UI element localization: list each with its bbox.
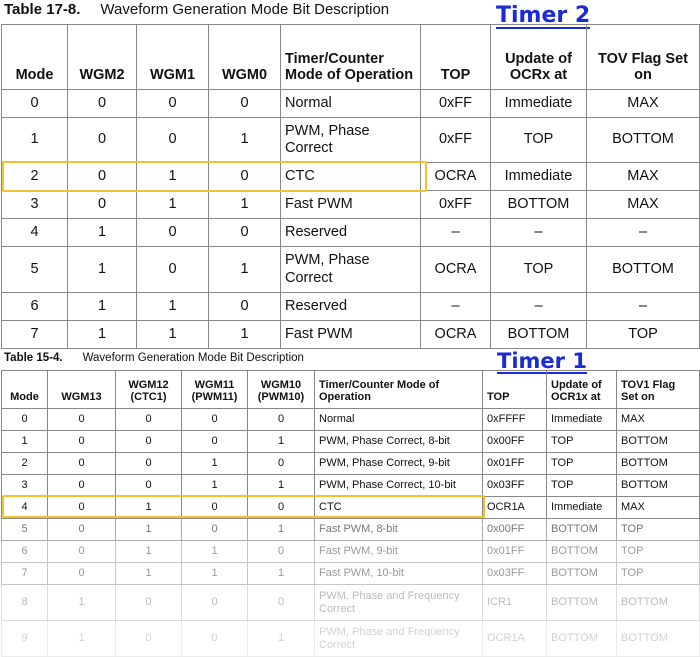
table-cell: BOTTOM: [617, 475, 700, 497]
table-cell: 0: [209, 163, 281, 191]
table-cell: 0: [209, 293, 281, 321]
table-cell: 0: [209, 90, 281, 118]
table-cell: MAX: [617, 409, 700, 431]
table-cell: BOTTOM: [617, 621, 700, 657]
table-cell: 2: [2, 163, 68, 191]
header-cell: TOP: [483, 371, 547, 409]
table-cell: 0: [116, 475, 182, 497]
table-cell: OCRA: [421, 163, 491, 191]
table-cell: 1: [182, 453, 248, 475]
table-cell: 7: [2, 563, 48, 585]
table-cell: ICR1: [483, 585, 547, 621]
table-cell: 1: [209, 247, 281, 293]
table-cell: 0x00FF: [483, 519, 547, 541]
table-cell: 1: [182, 475, 248, 497]
table-cell: BOTTOM: [617, 453, 700, 475]
table-cell: PWM, Phase Correct, 8-bit: [315, 431, 483, 453]
table-cell: 0: [68, 163, 137, 191]
table-cell: 1: [68, 219, 137, 247]
table-cell: TOP: [617, 519, 700, 541]
table-cell: –: [491, 219, 587, 247]
table-cell: 0: [48, 519, 116, 541]
table-cell: 0xFFFF: [483, 409, 547, 431]
timer1-label: Timer 1: [497, 349, 587, 373]
table-cell: 0: [116, 453, 182, 475]
table-cell: 0: [137, 118, 209, 163]
table-header-row: [2, 25, 700, 90]
table-cell: BOTTOM: [547, 519, 617, 541]
table-cell: –: [587, 293, 700, 321]
table-row: [2, 431, 700, 453]
table-row: [2, 163, 700, 191]
table-cell: 1: [182, 563, 248, 585]
table-cell: 0x01FF: [483, 541, 547, 563]
table-cell: 0: [116, 409, 182, 431]
table-cell: 0: [2, 409, 48, 431]
timer1-caption: [4, 352, 304, 364]
table-row: [2, 293, 700, 321]
table-cell: 4: [2, 219, 68, 247]
table-cell: 0: [68, 118, 137, 163]
table-cell: Fast PWM, 8-bit: [315, 519, 483, 541]
header-cell: TOV Flag Set on: [587, 25, 700, 90]
table-cell: TOP: [617, 541, 700, 563]
table-cell: Fast PWM: [281, 191, 421, 219]
table-cell: BOTTOM: [587, 247, 700, 293]
table-cell: MAX: [587, 90, 700, 118]
table-row: [2, 475, 700, 497]
table-cell: BOTTOM: [617, 431, 700, 453]
header-cell: Update of OCR1x at: [547, 371, 617, 409]
table-cell: BOTTOM: [547, 585, 617, 621]
table-cell: 1: [116, 563, 182, 585]
table-row: [2, 409, 700, 431]
header-cell: TOV1 Flag Set on: [617, 371, 700, 409]
timer2-caption-number: Table 17-8.: [4, 1, 81, 18]
table-row: [2, 247, 700, 293]
table-cell: 1: [248, 621, 315, 657]
table-cell: Normal: [281, 90, 421, 118]
table-cell: BOTTOM: [491, 191, 587, 219]
header-cell: WGM11 (PWM11): [182, 371, 248, 409]
table-cell: 0: [48, 431, 116, 453]
table-cell: PWM, Phase and Frequency Correct: [315, 621, 483, 657]
table-cell: 0: [248, 497, 315, 519]
table-cell: 0: [48, 563, 116, 585]
table-cell: 1: [209, 118, 281, 163]
table-cell: MAX: [587, 191, 700, 219]
header-cell: WGM1: [137, 25, 209, 90]
timer1-table: [1, 370, 700, 657]
table-cell: TOP: [491, 247, 587, 293]
table-cell: 0: [248, 541, 315, 563]
table-row: [2, 219, 700, 247]
table-cell: 0: [2, 90, 68, 118]
table-cell: –: [491, 293, 587, 321]
table-cell: 0: [48, 497, 116, 519]
table-cell: Immediate: [491, 163, 587, 191]
table-cell: 0: [116, 621, 182, 657]
table-row: [2, 191, 700, 219]
table-row: [2, 453, 700, 475]
table-cell: 1: [48, 621, 116, 657]
table-cell: TOP: [617, 563, 700, 585]
table-cell: 1: [48, 585, 116, 621]
table-cell: 0: [137, 90, 209, 118]
table-cell: 9: [2, 621, 48, 657]
table-cell: 0: [48, 453, 116, 475]
table-cell: 0x01FF: [483, 453, 547, 475]
table-cell: 0xFF: [421, 118, 491, 163]
table-cell: 1: [137, 321, 209, 349]
table-cell: Fast PWM, 9-bit: [315, 541, 483, 563]
header-cell: WGM12 (CTC1): [116, 371, 182, 409]
table-cell: Immediate: [547, 409, 617, 431]
table-cell: Fast PWM, 10-bit: [315, 563, 483, 585]
timer2-caption: [4, 1, 389, 18]
table-cell: BOTTOM: [547, 563, 617, 585]
table-cell: TOP: [491, 118, 587, 163]
table-row: [2, 541, 700, 563]
table-cell: PWM, Phase Correct, 9-bit: [315, 453, 483, 475]
table-cell: 8: [2, 585, 48, 621]
table-cell: 1: [68, 293, 137, 321]
table-cell: 0: [182, 409, 248, 431]
table-cell: TOP: [547, 431, 617, 453]
table-cell: 1: [209, 321, 281, 349]
table-cell: MAX: [617, 497, 700, 519]
table-cell: 0: [209, 219, 281, 247]
table-cell: 1: [209, 191, 281, 219]
table-cell: 0: [137, 219, 209, 247]
table-cell: 1: [116, 541, 182, 563]
table-cell: 1: [137, 163, 209, 191]
table-cell: 0: [182, 585, 248, 621]
table-cell: 1: [116, 497, 182, 519]
table-cell: 0: [48, 541, 116, 563]
table-cell: Immediate: [547, 497, 617, 519]
table-cell: 4: [2, 497, 48, 519]
table-cell: Fast PWM: [281, 321, 421, 349]
table-cell: Normal: [315, 409, 483, 431]
table-row: [2, 90, 700, 118]
table-cell: OCRA: [421, 321, 491, 349]
table-cell: OCR1A: [483, 621, 547, 657]
table-cell: BOTTOM: [587, 118, 700, 163]
table-cell: BOTTOM: [491, 321, 587, 349]
table-row: [2, 118, 700, 163]
table-cell: 6: [2, 293, 68, 321]
table-cell: 0: [182, 519, 248, 541]
table-cell: 0: [68, 90, 137, 118]
table-row: [2, 497, 700, 519]
table-row: [2, 321, 700, 349]
table-row: [2, 621, 700, 657]
table-cell: 1: [137, 293, 209, 321]
timer2-label: Timer 2: [496, 3, 591, 28]
table-cell: 3: [2, 475, 48, 497]
table-cell: PWM, Phase Correct: [281, 247, 421, 293]
table-cell: BOTTOM: [547, 621, 617, 657]
table-cell: CTC: [281, 163, 421, 191]
table-cell: 0: [182, 497, 248, 519]
header-cell: WGM0: [209, 25, 281, 90]
table-cell: PWM, Phase Correct, 10-bit: [315, 475, 483, 497]
header-cell: Update of OCRx at: [491, 25, 587, 90]
table-cell: 1: [248, 519, 315, 541]
table-cell: –: [587, 219, 700, 247]
header-cell: Timer/Counter Mode of Operation: [315, 371, 483, 409]
table-cell: 0: [248, 409, 315, 431]
table-cell: BOTTOM: [617, 585, 700, 621]
table-cell: 0x03FF: [483, 563, 547, 585]
table-cell: –: [421, 219, 491, 247]
table-cell: 0: [182, 431, 248, 453]
table-cell: 1: [137, 191, 209, 219]
table-cell: 0: [48, 409, 116, 431]
header-cell: WGM2: [68, 25, 137, 90]
table-cell: 0xFF: [421, 191, 491, 219]
table-cell: 0: [116, 431, 182, 453]
table-cell: 1: [68, 247, 137, 293]
header-cell: Mode: [2, 25, 68, 90]
table-cell: OCR1A: [483, 497, 547, 519]
timer2-caption-title: Waveform Generation Mode Bit Description: [100, 1, 390, 18]
table-cell: PWM, Phase Correct: [281, 118, 421, 163]
table-cell: MAX: [587, 163, 700, 191]
table-cell: 2: [2, 453, 48, 475]
table-cell: Immediate: [491, 90, 587, 118]
header-cell: TOP: [421, 25, 491, 90]
table-cell: 0: [48, 475, 116, 497]
table-cell: 1: [2, 431, 48, 453]
timer1-caption-title: Waveform Generation Mode Bit Description: [82, 352, 304, 364]
table-row: [2, 563, 700, 585]
table-cell: 0x00FF: [483, 431, 547, 453]
table-cell: 0: [182, 621, 248, 657]
table-cell: TOP: [547, 475, 617, 497]
header-cell: Timer/Counter Mode of Operation: [281, 25, 421, 90]
table-cell: PWM, Phase and Frequency Correct: [315, 585, 483, 621]
timer2-table: [1, 24, 700, 349]
table-cell: 6: [2, 541, 48, 563]
header-cell: Mode: [2, 371, 48, 409]
table-cell: TOP: [587, 321, 700, 349]
table-row: [2, 585, 700, 621]
table-cell: 5: [2, 247, 68, 293]
table-cell: 1: [182, 541, 248, 563]
table-cell: 1: [248, 431, 315, 453]
table-cell: Reserved: [281, 219, 421, 247]
table-cell: 0x03FF: [483, 475, 547, 497]
table-cell: TOP: [547, 453, 617, 475]
table-cell: 1: [2, 118, 68, 163]
table-cell: 3: [2, 191, 68, 219]
table-cell: –: [421, 293, 491, 321]
table-cell: 0: [248, 585, 315, 621]
table-cell: 1: [248, 475, 315, 497]
table-cell: CTC: [315, 497, 483, 519]
table-cell: 0: [248, 453, 315, 475]
table-cell: 0: [137, 247, 209, 293]
timer1-caption-number: Table 15-4.: [4, 352, 63, 364]
table-header-row: [2, 371, 700, 409]
table-cell: BOTTOM: [547, 541, 617, 563]
table-cell: 1: [68, 321, 137, 349]
table-cell: 0: [116, 585, 182, 621]
table-cell: 7: [2, 321, 68, 349]
table-cell: 0xFF: [421, 90, 491, 118]
table-cell: 1: [248, 563, 315, 585]
table-cell: 0: [68, 191, 137, 219]
header-cell: WGM10 (PWM10): [248, 371, 315, 409]
table-cell: 1: [116, 519, 182, 541]
table-row: [2, 519, 700, 541]
table-cell: Reserved: [281, 293, 421, 321]
table-cell: OCRA: [421, 247, 491, 293]
table-cell: 5: [2, 519, 48, 541]
header-cell: WGM13: [48, 371, 116, 409]
